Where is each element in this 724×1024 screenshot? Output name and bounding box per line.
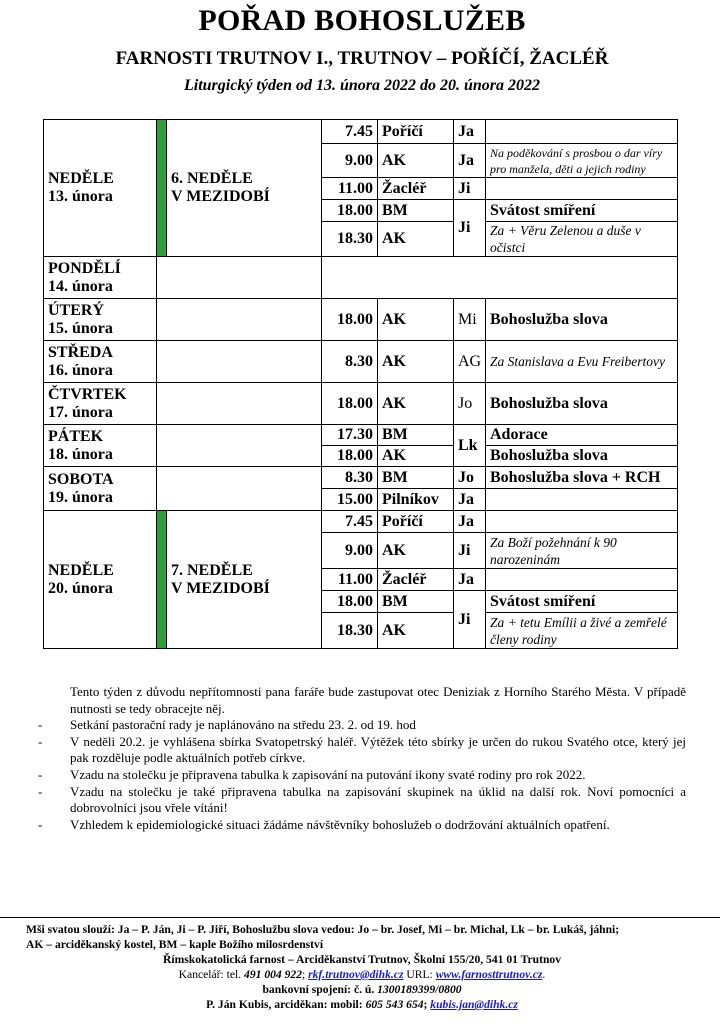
celebrant-cell: Ja: [454, 120, 486, 144]
table-row: [44, 511, 678, 533]
announcement-text: Vzadu na stolečku je připravena tabulka k zapisování na putování ikony svaté rodiny pro rok 2022.: [70, 766, 586, 782]
empty-cell: [157, 467, 322, 511]
place-cell: Žacléř: [378, 569, 454, 591]
time-cell: 15.00: [322, 489, 378, 511]
empty-cell: [157, 425, 322, 467]
intention-cell: [486, 489, 678, 511]
office-email-link[interactable]: rkf.trutnov@dihk.cz: [308, 968, 404, 981]
place-cell: AK: [378, 613, 454, 649]
footer-parish-address: Římskokatolická farnost – Arciděkanství Trutnov, Školní 155/20, 541 01 Trutnov: [162, 953, 561, 966]
place-cell: Poříčí: [378, 511, 454, 533]
place-cell: BM: [378, 591, 454, 613]
celebrant-cell: Ja: [454, 489, 486, 511]
footer-legend-places: AK – arciděkanský kostel, BM – kaple Božího milosrdenství: [26, 938, 324, 951]
celebrant-cell: Ji: [454, 200, 486, 257]
celebrant-cell: Ja: [454, 511, 486, 533]
table-row: [44, 341, 678, 383]
intention-cell: [486, 569, 678, 591]
place-cell: AK: [378, 446, 454, 467]
announcement-text: Vzadu na stolečku je také připravena tabulka na zapisování skupinek na úklid na další rok. Noví pomocníci a dobrovolníci jsou vřele vítáni!: [70, 783, 686, 816]
table-row: [44, 299, 678, 341]
intention-cell: Svátost smíření: [486, 591, 678, 613]
table-row: [44, 257, 678, 299]
time-cell: 9.00: [322, 533, 378, 569]
table-row: [44, 425, 678, 446]
time-cell: 18.00: [322, 299, 378, 341]
feast-cell: 7. NEDĚLE V MEZIDOBÍ: [167, 511, 322, 649]
day-cell: NEDĚLE 13. února: [44, 120, 157, 257]
time-cell: 18.00: [322, 383, 378, 425]
place-cell: Pilníkov: [378, 489, 454, 511]
day-cell: STŘEDA 16. února: [44, 341, 157, 383]
intention-cell: Bohoslužba slova + RCH: [486, 467, 678, 489]
time-cell: 8.30: [322, 341, 378, 383]
time-cell: 7.45: [322, 120, 378, 144]
place-cell: BM: [378, 467, 454, 489]
website-link[interactable]: www.farnosttrutnov.cz: [435, 968, 543, 981]
intention-cell: Bohoslužba slova: [486, 299, 678, 341]
table-row: [44, 467, 678, 489]
intention-cell: Za + tetu Emílii a živé a zemřelé členy rodiny: [486, 613, 678, 649]
empty-cell: [157, 383, 322, 425]
intention-cell: [486, 120, 678, 144]
place-cell: AK: [378, 144, 454, 178]
celebrant-cell: Jo: [454, 467, 486, 489]
time-cell: 18.00: [322, 200, 378, 222]
place-cell: AK: [378, 341, 454, 383]
celebrant-cell: Ji: [454, 591, 486, 649]
list-item: [38, 817, 686, 834]
celebrant-cell: Ja: [454, 569, 486, 591]
celebrant-cell: AG: [454, 341, 486, 383]
page-title: POŘAD BOHOSLUŽEB: [198, 4, 526, 37]
table-row: [44, 383, 678, 425]
office-phone: 491 004 922: [244, 968, 302, 981]
intention-cell: Bohoslužba slova: [486, 383, 678, 425]
day-cell: NEDĚLE 20. února: [44, 511, 157, 649]
intention-cell: Bohoslužba slova: [486, 446, 678, 467]
list-item: [38, 717, 686, 734]
place-cell: AK: [378, 383, 454, 425]
announcement-text: Setkání pastorační rady je naplánováno na středu 23. 2. od 19. hod: [70, 717, 416, 733]
intention-cell: [486, 511, 678, 533]
green-stripe: [157, 511, 167, 649]
celebrant-cell: Jo: [454, 383, 486, 425]
time-cell: 18.00: [322, 591, 378, 613]
announcement-text: Vzhledem k epidemiologické situaci žádáme návštěvníky bohoslužeb o dodržování aktuálních opatření.: [70, 816, 610, 832]
empty-cell: [157, 257, 322, 299]
footer-bank: bankovní spojení: č. ú. 1300189399/0800: [262, 983, 462, 996]
place-cell: AK: [378, 533, 454, 569]
celebrant-cell: Ja: [454, 144, 486, 178]
time-cell: 11.00: [322, 569, 378, 591]
day-cell: PONDĚLÍ 14. února: [44, 257, 157, 299]
empty-cell: [157, 299, 322, 341]
dash-bullet: -: [38, 783, 43, 799]
announcement-text: V neděli 20.2. je vyhlášena sbírka Svatopetrský haléř. Výtěžek této sbírky je určen do rukou Svatého otce, který jej pak rozděluje podle aktuálních potřeb církve.: [70, 733, 686, 766]
footer-divider: [0, 917, 720, 918]
empty-cell: [322, 257, 678, 299]
intention-cell: Za Stanislava a Evu Freibertovy: [486, 341, 678, 383]
intention-cell: Na poděkování s prosbou o dar víry pro manžela, děti a jejich rodiny: [486, 144, 678, 178]
priest-email-link[interactable]: kubis.jan@dihk.cz: [430, 998, 518, 1011]
schedule-table: [43, 119, 678, 649]
place-cell: Poříčí: [378, 120, 454, 144]
time-cell: 18.30: [322, 222, 378, 257]
celebrant-cell: Lk: [454, 425, 486, 467]
footer: [26, 922, 698, 1012]
time-cell: 9.00: [322, 144, 378, 178]
time-cell: 17.30: [322, 425, 378, 446]
place-cell: BM: [378, 200, 454, 222]
place-cell: BM: [378, 425, 454, 446]
empty-cell: [157, 341, 322, 383]
time-cell: 18.00: [322, 446, 378, 467]
dash-bullet: -: [38, 766, 43, 782]
parish-subtitle: FARNOSTI TRUTNOV I., TRUTNOV – POŘÍČÍ, ŽACLÉŘ: [115, 48, 609, 69]
celebrant-cell: Ji: [454, 533, 486, 569]
footer-legend-celebrants: Mši svatou slouží: Ja – P. Ján, Ji – P. Jiří, Bohoslužbu slova vedou: Jo – br. Josef, Mi – br. Michal, Lk – br. Lukáš, jáhni;: [26, 923, 620, 936]
dash-bullet: -: [38, 717, 43, 733]
time-cell: 7.45: [322, 511, 378, 533]
list-item: [38, 784, 686, 817]
announcement-intro: Tento týden z důvodu nepřítomnosti pana faráře bude zastupovat otec Deniziak z Horního Starého Města. V případě nutnosti se tedy obracejte něj.: [70, 684, 686, 716]
table-row: [44, 120, 678, 144]
announcements: [38, 684, 686, 833]
priest-mobile: 605 543 654: [365, 998, 424, 1011]
intention-cell: Za Boží požehnání k 90 narozeninám: [486, 533, 678, 569]
time-cell: 11.00: [322, 178, 378, 200]
time-cell: 8.30: [322, 467, 378, 489]
liturgical-week: Liturgický týden od 13. února 2022 do 20. února 2022: [183, 77, 541, 94]
list-item: [38, 734, 686, 767]
intention-cell: Svátost smíření: [486, 200, 678, 222]
footer-office: Kancelář: tel. 491 004 922; rkf.trutnov@dihk.cz URL: www.farnosttrutnov.cz.: [178, 968, 546, 981]
place-cell: Žacléř: [378, 178, 454, 200]
celebrant-cell: Mi: [454, 299, 486, 341]
day-cell: ČTVRTEK 17. února: [44, 383, 157, 425]
place-cell: AK: [378, 222, 454, 257]
place-cell: AK: [378, 299, 454, 341]
dash-bullet: -: [38, 733, 43, 749]
footer-priest: P. Ján Kubis, arciděkan: mobil: 605 543 654; kubis.jan@dihk.cz: [206, 998, 518, 1011]
intention-cell: Adorace: [486, 425, 678, 446]
green-stripe: [157, 120, 167, 257]
day-cell: PÁTEK 18. února: [44, 425, 157, 467]
feast-cell: 6. NEDĚLE V MEZIDOBÍ: [167, 120, 322, 257]
list-item: [38, 767, 686, 784]
dash-bullet: -: [38, 816, 43, 832]
celebrant-cell: Ji: [454, 178, 486, 200]
day-cell: SOBOTA 19. února: [44, 467, 157, 511]
day-cell: ÚTERÝ 15. února: [44, 299, 157, 341]
intention-cell: Za + Věru Zelenou a duše v očistci: [486, 222, 678, 257]
intention-cell: [486, 178, 678, 200]
time-cell: 18.30: [322, 613, 378, 649]
